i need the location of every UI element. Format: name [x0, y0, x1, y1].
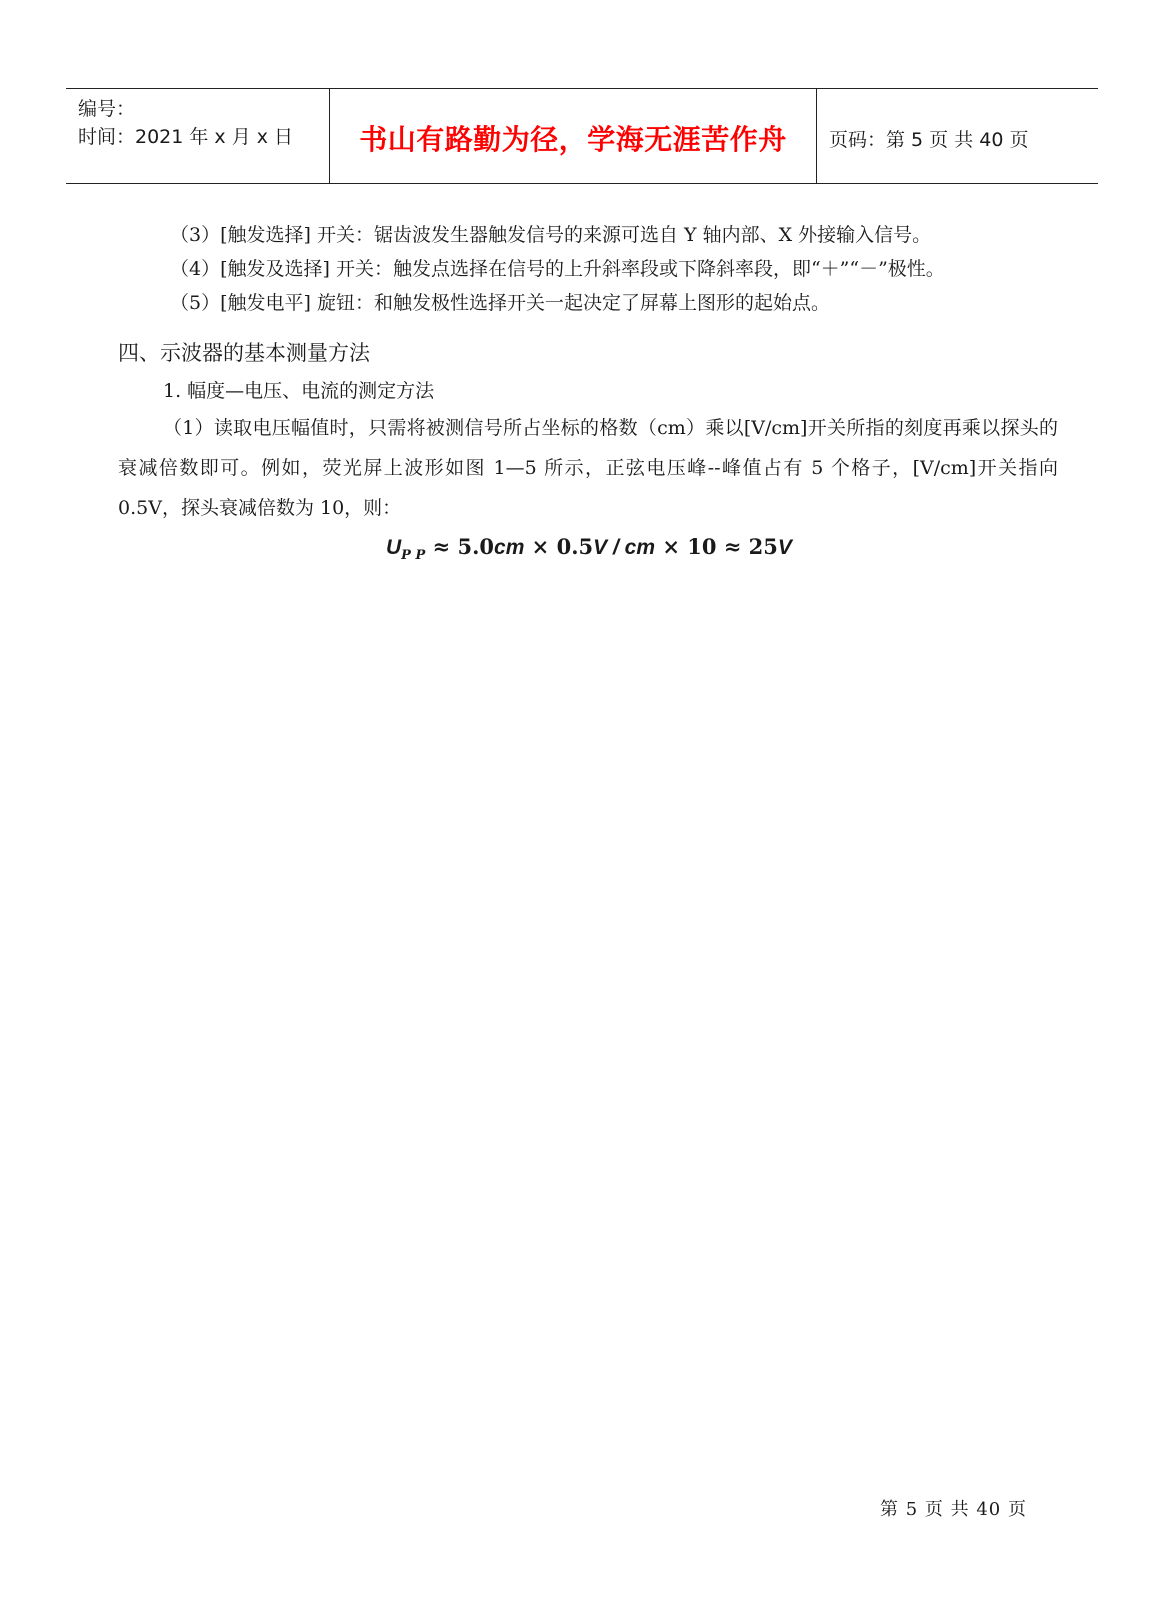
formula-expr-3: × 10 ≈ 25 [655, 534, 778, 559]
document-body [118, 218, 1058, 573]
header-page-code [817, 89, 1098, 183]
body-paragraph: （1）读取电压幅值时，只需将被测信号所占坐标的格数（cm）乘以[V/cm]开关所指的刻度再乘以探头的衰减倍数即可。例如，荧光屏上波形如图 1—5 所示，正弦电压峰--峰值占有 5 个格子，[V/cm]开关指向 0.5V，探头衰减倍数为 10，则： [118, 417, 1058, 519]
page-footer: 第 5 页 共 40 页 [880, 1499, 1027, 1520]
formula-subscript: P P [401, 548, 426, 564]
section-title: 四、示波器的基本测量方法 [118, 341, 370, 365]
voltage-formula [118, 530, 1058, 573]
formula-expr-2: × 0.5 [524, 534, 594, 559]
paragraph-item-3: （3）[触发选择] 开关：锯齿波发生器触发信号的来源可选自 Y 轴内部、X 外接输入信号。 [170, 224, 932, 246]
page-header [66, 88, 1098, 184]
document-date: 时间：2021 年 x 月 x 日 [78, 126, 294, 148]
page-code-text: 页码：第 5 页 共 40 页 [829, 128, 1029, 151]
header-motto-cell [330, 89, 817, 183]
section-subtitle: 1. 幅度—电压、电流的测定方法 [163, 380, 435, 402]
paragraph-item-4: （4）[触发及选择] 开关：触发点选择在信号的上升斜率段或下降斜率段，即“＋”“－”极性。 [170, 258, 945, 280]
formula-symbol: U [386, 536, 402, 559]
header-meta [66, 89, 330, 183]
formula-unit-2: V / cm [593, 536, 656, 559]
document-number: 编号： [78, 98, 136, 120]
formula-unit-1: cm [494, 536, 525, 559]
paragraph-item-5: （5）[触发电平] 旋钮：和触发极性选择开关一起决定了屏幕上图形的起始点。 [170, 292, 830, 314]
formula-unit-3: V [777, 536, 792, 559]
formula-expr-1: ≈ 5.0 [425, 534, 495, 559]
motto-text: 书山有路勤为径，学海无涯苦作舟 [359, 123, 787, 156]
